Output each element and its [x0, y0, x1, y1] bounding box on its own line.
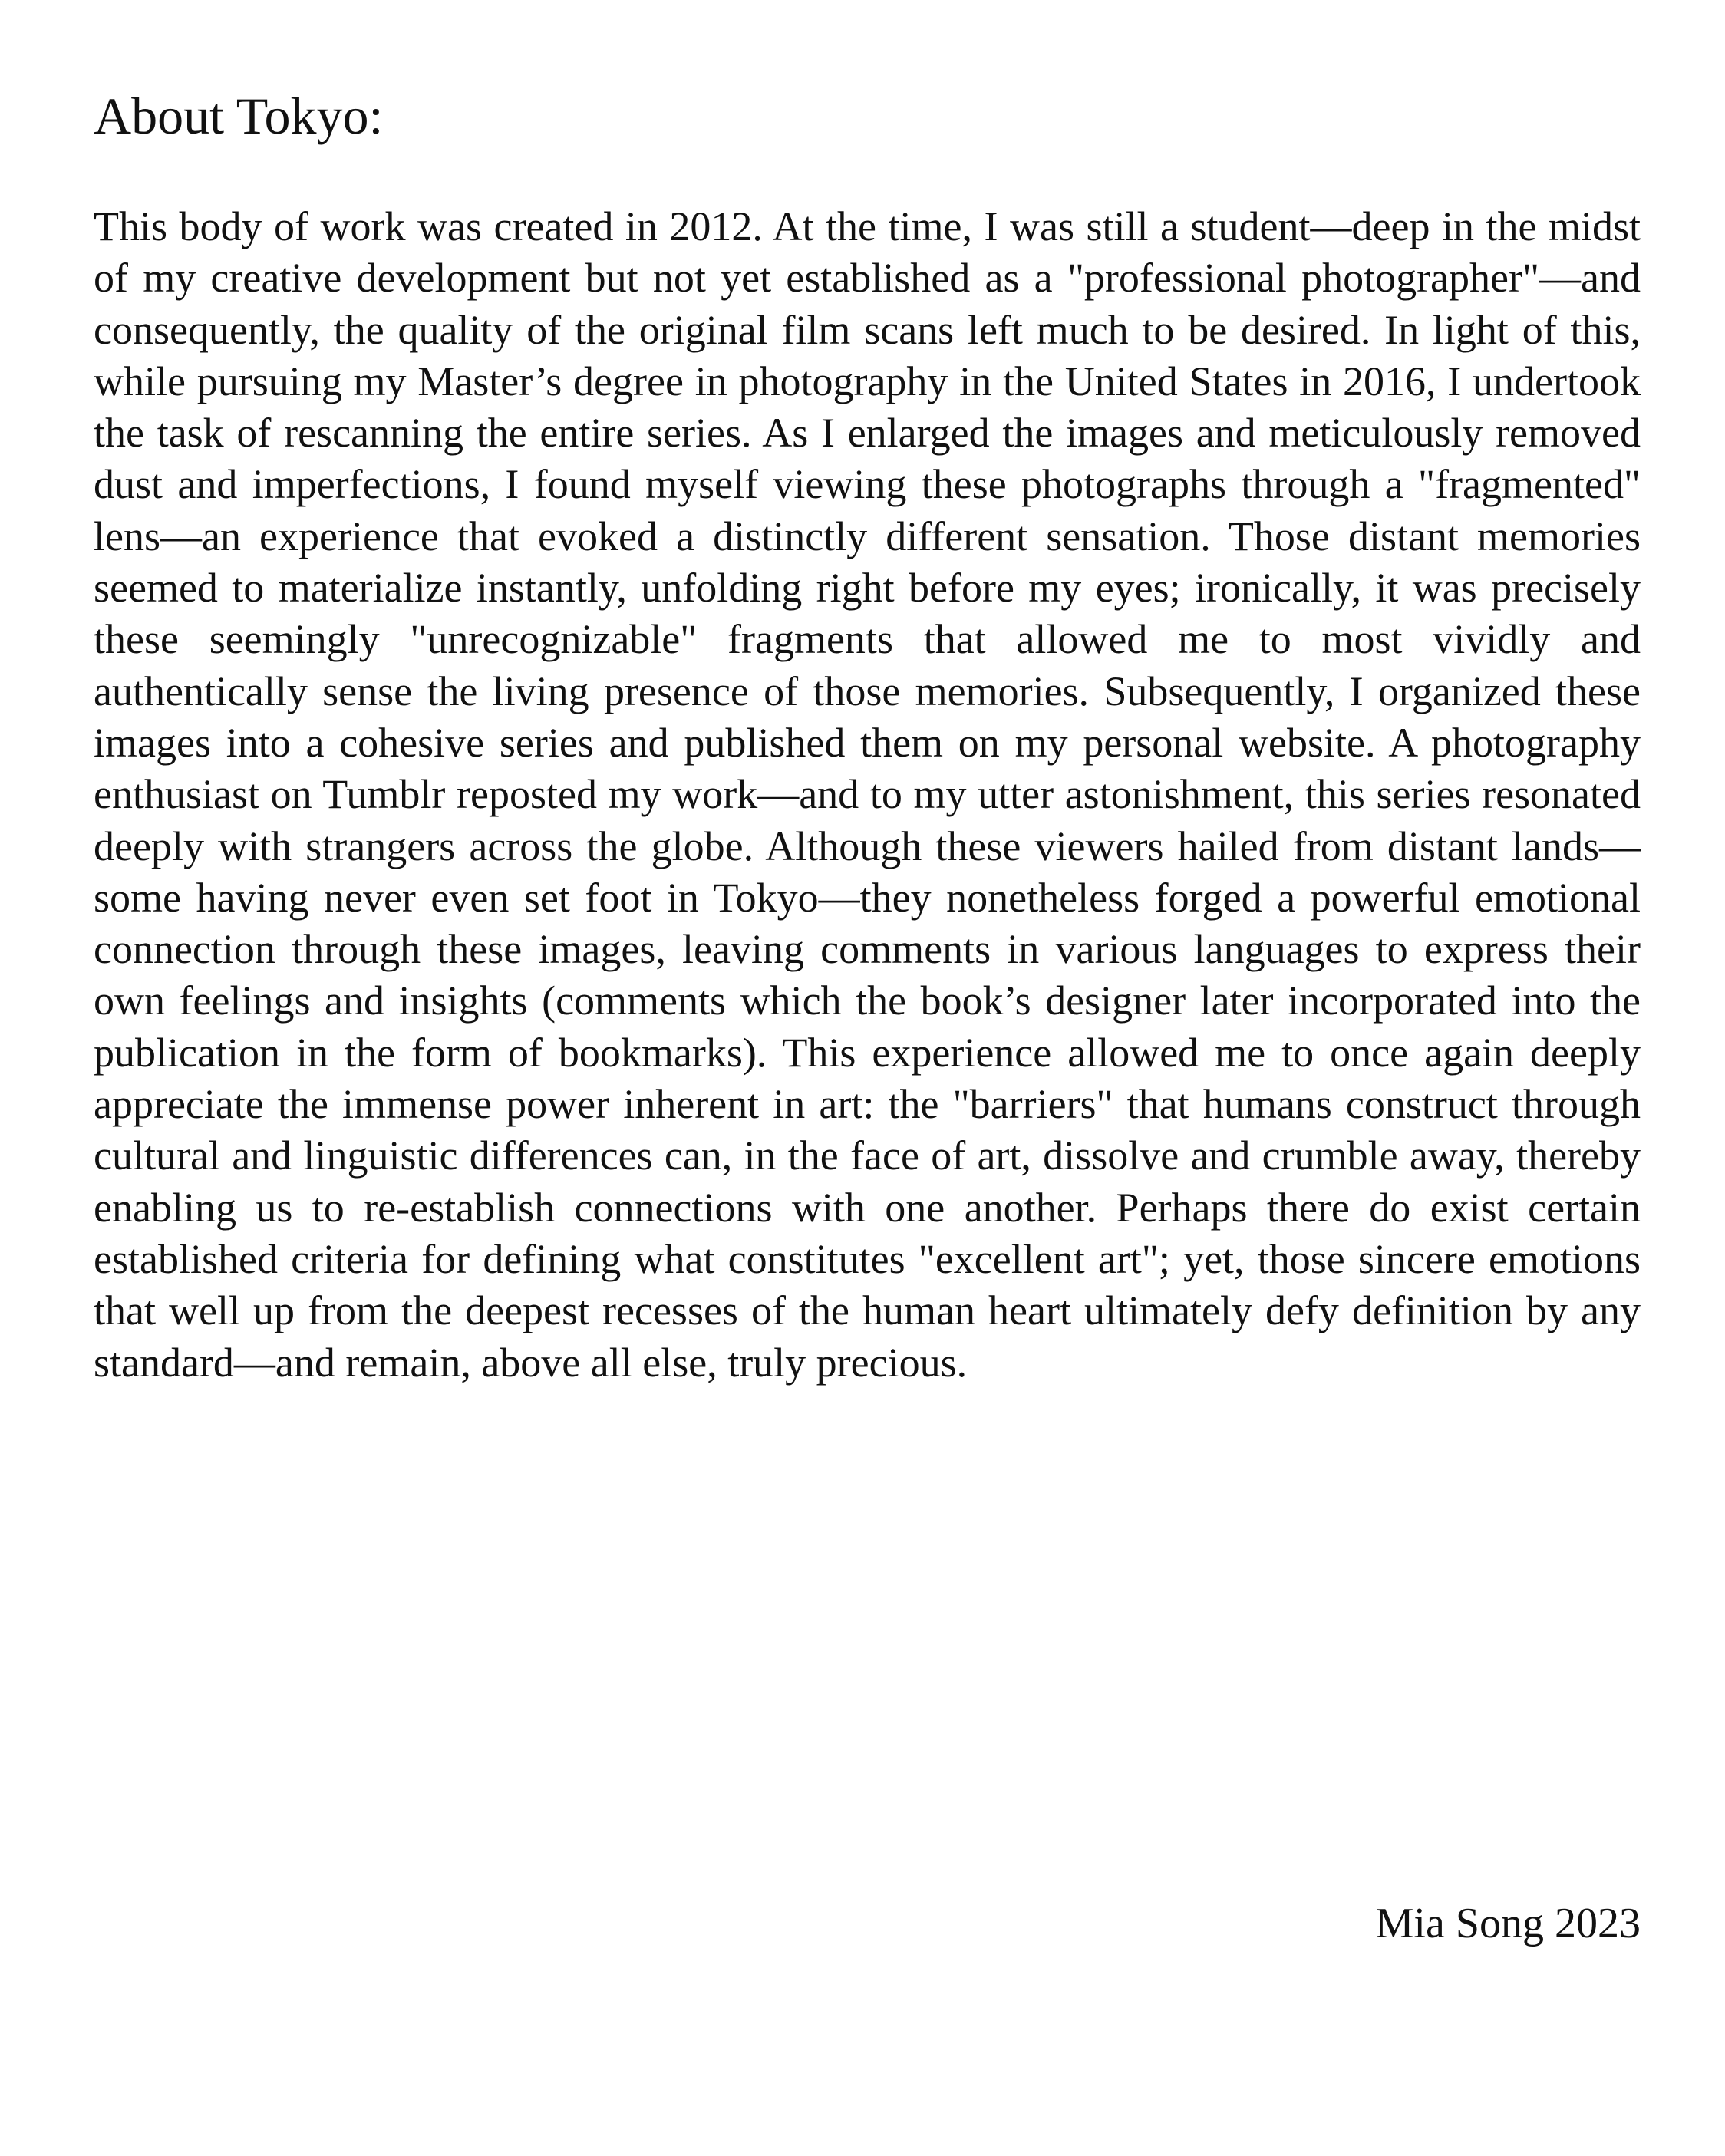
author-signature: Mia Song 2023: [1375, 1900, 1641, 1947]
body-paragraph: This body of work was created in 2012. At the time, I was still a student—deep in the midst of my creative development but not yet established as a "professional photographer"—and consequently, the quality of the original film scans left much to be desired. In light of this, while pursuing my Master’s degree in photography in the United States in 2016, I undertook the task of rescanning the entire series. As I enlarged the images and meticulously removed dust and imperfections, I found myself viewing these photographs through a "fragmented" lens—an experience that evoked a distinctly different sensation. Those distant memories seemed to materialize instantly, unfolding right before my eyes; ironically, it was precisely these seemingly "unrecognizable" fragments that allowed me to most vividly and authentically sense the living presence of those memories. Subsequently, I organized these images into a cohesive series and published them on my personal website. A photography enthusiast on Tumblr reposted my work—and to my utter astonishment, this series resonated deeply with strangers across the globe. Although these viewers hailed from distant lands—some having never even set foot in Tokyo—they nonetheless forged a powerful emotional connection through these images, leaving comments in various languages to express their own feelings and insights (comments which the book’s designer later incorporated into the publication in the form of bookmarks). This experience allowed me to once again deeply appreciate the immense power inherent in art: the "barriers" that humans construct through cultural and linguistic differences can, in the face of art, dissolve and crumble away, thereby enabling us to re-establish connections with one another. Perhaps there do exist certain established criteria for defining what constitutes "excellent art"; yet, those sincere emotions that well up from the deepest recesses of the human heart ultimately defy definition by any standard—and remain, above all else, truly precious.: [94, 203, 1641, 1386]
page-title: About Tokyo:: [94, 87, 384, 145]
